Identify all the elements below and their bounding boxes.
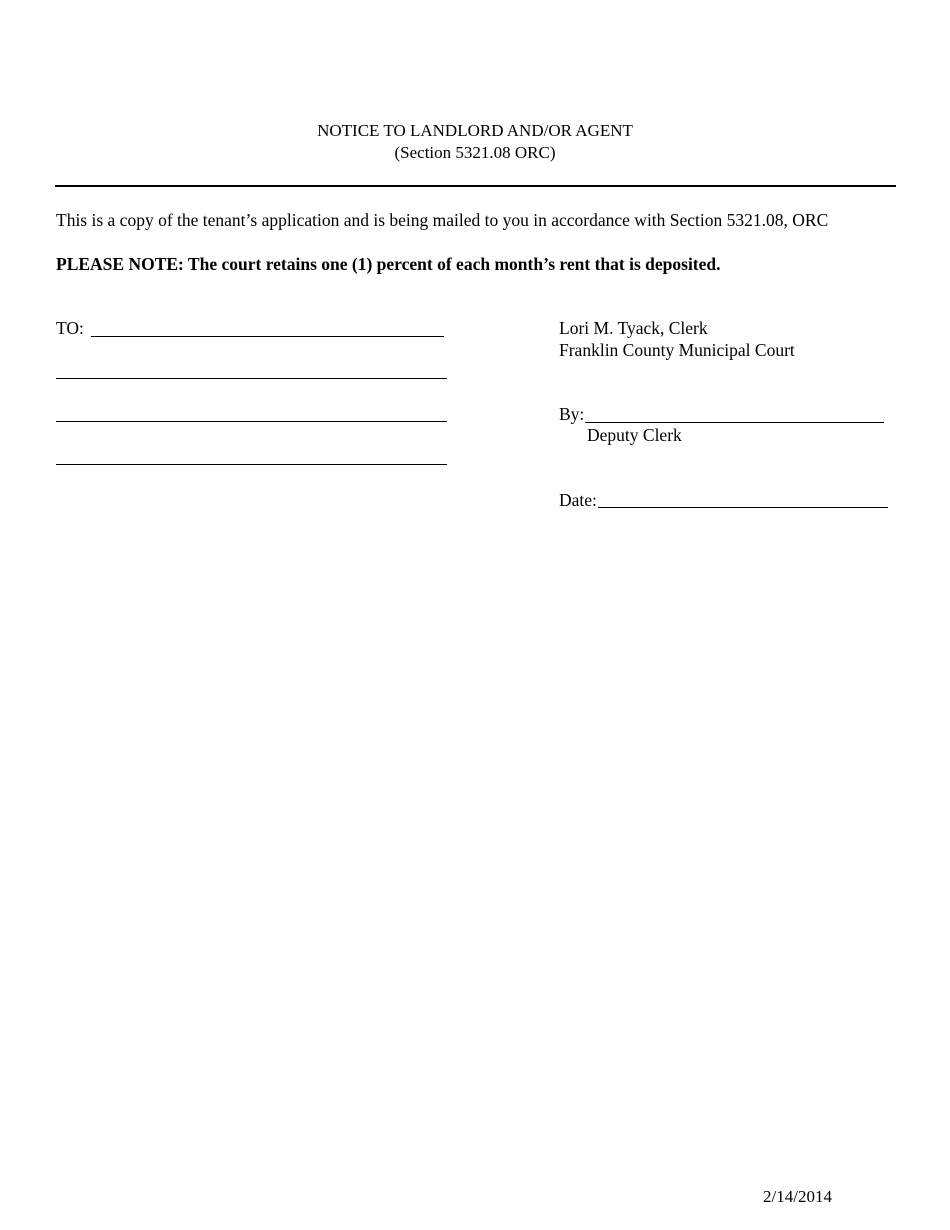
document-title: NOTICE TO LANDLORD AND/OR AGENT	[317, 121, 633, 140]
to-line-2[interactable]	[56, 378, 447, 379]
document-subtitle: (Section 5321.08 ORC)	[394, 143, 556, 162]
date-label: Date:	[559, 490, 597, 510]
by-label: By:	[559, 404, 585, 424]
by-signature-line[interactable]	[585, 422, 884, 423]
date-line[interactable]	[598, 507, 888, 508]
footer-date: 2/14/2014	[763, 1187, 832, 1206]
clerk-name: Lori M. Tyack, Clerk	[559, 318, 708, 338]
document-header	[0, 120, 950, 164]
to-label: TO:	[56, 318, 84, 338]
header-rule	[55, 185, 896, 187]
to-line-1[interactable]	[91, 336, 444, 337]
please-note-paragraph: PLEASE NOTE: The court retains one (1) percent of each month’s rent that is deposited.	[56, 254, 721, 274]
deputy-clerk-label: Deputy Clerk	[587, 425, 682, 445]
intro-paragraph: This is a copy of the tenant’s application and is being mailed to you in accordance with Section 5321.08, ORC	[56, 210, 829, 230]
to-line-4[interactable]	[56, 464, 447, 465]
to-line-3[interactable]	[56, 421, 447, 422]
court-name: Franklin County Municipal Court	[559, 340, 795, 360]
